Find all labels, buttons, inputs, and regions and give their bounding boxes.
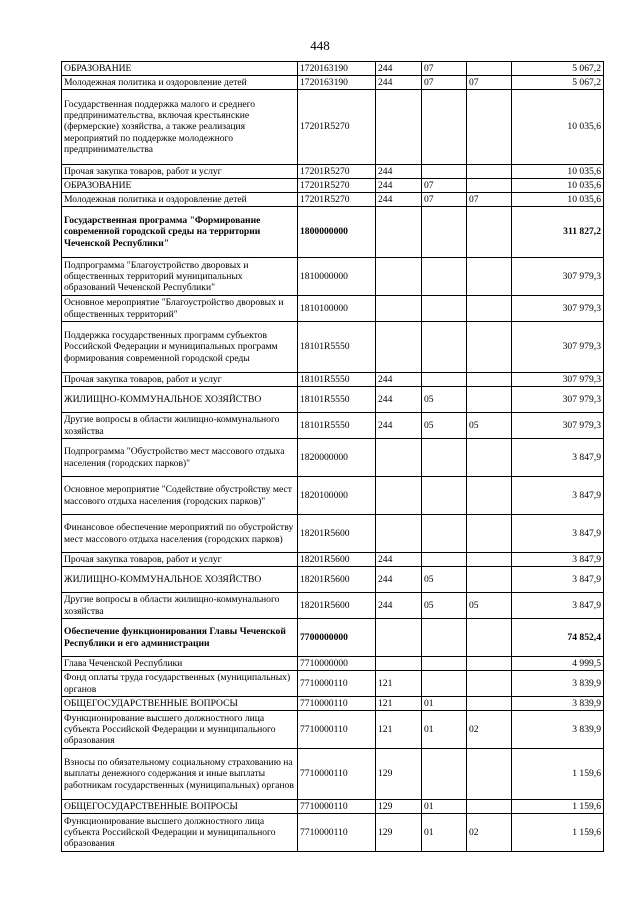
row-expense-type-cell: 244 — [376, 373, 422, 387]
row-sum-cell: 3 847,9 — [512, 593, 604, 619]
row-expense-type-cell: 121 — [376, 697, 422, 711]
row-section-cell — [422, 515, 467, 553]
row-subsection-cell — [467, 90, 512, 165]
row-section-cell: 01 — [422, 711, 467, 749]
row-section-cell — [422, 671, 467, 697]
row-expense-type-cell: 244 — [376, 593, 422, 619]
row-code-cell: 7700000000 — [298, 619, 376, 657]
row-section-cell — [422, 90, 467, 165]
row-expense-type-cell — [376, 515, 422, 553]
row-code-cell: 7710000110 — [298, 749, 376, 800]
row-subsection-cell — [467, 322, 512, 373]
row-section-cell — [422, 296, 467, 322]
row-code-cell: 18201R5600 — [298, 553, 376, 567]
row-subsection-cell — [467, 258, 512, 296]
row-code-cell: 7710000110 — [298, 697, 376, 711]
row-section-cell: 07 — [422, 62, 467, 76]
row-section-cell: 01 — [422, 697, 467, 711]
table-row — [62, 814, 604, 852]
row-subsection-cell — [467, 62, 512, 76]
row-code-cell: 7710000000 — [298, 657, 376, 671]
row-code-cell: 18101R5550 — [298, 373, 376, 387]
row-code-cell: 17201R5270 — [298, 165, 376, 179]
row-sum-cell: 10 035,6 — [512, 179, 604, 193]
row-subsection-cell — [467, 439, 512, 477]
row-section-cell — [422, 258, 467, 296]
row-section-cell — [422, 749, 467, 800]
row-name-cell: Молодежная политика и оздоровление детей — [62, 76, 298, 90]
row-sum-cell: 10 035,6 — [512, 90, 604, 165]
row-code-cell: 7710000110 — [298, 671, 376, 697]
row-expense-type-cell: 244 — [376, 553, 422, 567]
row-expense-type-cell: 244 — [376, 62, 422, 76]
row-subsection-cell: 07 — [467, 193, 512, 207]
row-sum-cell: 307 979,3 — [512, 387, 604, 413]
table-row — [62, 179, 604, 193]
table-row — [62, 193, 604, 207]
row-name-cell: Взносы по обязательному социальному страхованию на выплаты денежного содержания и иные выплаты работникам государственных (муниципальных) органов — [62, 749, 298, 800]
row-code-cell: 18201R5600 — [298, 567, 376, 593]
row-code-cell: 7710000110 — [298, 711, 376, 749]
row-section-cell: 07 — [422, 193, 467, 207]
table-row — [62, 296, 604, 322]
row-sum-cell: 3 839,9 — [512, 697, 604, 711]
row-name-cell: Государственная поддержка малого и среднего предпринимательства, включая крестьянские (фермерские) хозяйства, а также реализация мероприятий по поддержке молодежного предпринимательства — [62, 90, 298, 165]
row-expense-type-cell: 244 — [376, 165, 422, 179]
row-sum-cell: 307 979,3 — [512, 413, 604, 439]
row-sum-cell: 3 847,9 — [512, 553, 604, 567]
row-name-cell: Прочая закупка товаров, работ и услуг — [62, 165, 298, 179]
table-row — [62, 697, 604, 711]
row-name-cell: Финансовое обеспечение мероприятий по обустройству мест массового отдыха населения (городских парков) — [62, 515, 298, 553]
budget-table — [61, 61, 604, 852]
table-row — [62, 373, 604, 387]
row-subsection-cell — [467, 477, 512, 515]
row-subsection-cell: 07 — [467, 76, 512, 90]
row-sum-cell: 5 067,2 — [512, 62, 604, 76]
row-name-cell: Молодежная политика и оздоровление детей — [62, 193, 298, 207]
table-row — [62, 619, 604, 657]
row-code-cell: 7710000110 — [298, 814, 376, 852]
row-section-cell: 05 — [422, 567, 467, 593]
row-code-cell: 17201R5270 — [298, 179, 376, 193]
row-expense-type-cell: 244 — [376, 413, 422, 439]
row-subsection-cell: 02 — [467, 814, 512, 852]
table-row — [62, 76, 604, 90]
row-code-cell: 1720163190 — [298, 62, 376, 76]
row-code-cell: 7710000110 — [298, 800, 376, 814]
row-name-cell: ОБЩЕГОСУДАРСТВЕННЫЕ ВОПРОСЫ — [62, 697, 298, 711]
row-subsection-cell — [467, 296, 512, 322]
row-subsection-cell — [467, 165, 512, 179]
row-expense-type-cell: 121 — [376, 711, 422, 749]
table-row — [62, 322, 604, 373]
table-row — [62, 258, 604, 296]
table-row — [62, 800, 604, 814]
row-name-cell: Подпрограмма "Обустройство мест массового отдыха населения (городских парков)" — [62, 439, 298, 477]
row-code-cell: 1820100000 — [298, 477, 376, 515]
row-name-cell: ОБРАЗОВАНИЕ — [62, 179, 298, 193]
row-sum-cell: 1 159,6 — [512, 749, 604, 800]
row-sum-cell: 5 067,2 — [512, 76, 604, 90]
row-sum-cell: 3 839,9 — [512, 671, 604, 697]
row-name-cell: Фонд оплаты труда государственных (муниципальных) органов — [62, 671, 298, 697]
row-sum-cell: 307 979,3 — [512, 322, 604, 373]
table-row — [62, 413, 604, 439]
row-section-cell: 05 — [422, 413, 467, 439]
row-sum-cell: 10 035,6 — [512, 165, 604, 179]
row-expense-type-cell — [376, 258, 422, 296]
row-expense-type-cell: 244 — [376, 179, 422, 193]
row-expense-type-cell: 244 — [376, 193, 422, 207]
row-sum-cell: 3 839,9 — [512, 711, 604, 749]
table-row — [62, 62, 604, 76]
row-code-cell: 18101R5550 — [298, 413, 376, 439]
row-name-cell: Государственная программа "Формирование современной городской среды на территории Чеченской Республики" — [62, 207, 298, 258]
row-section-cell: 01 — [422, 814, 467, 852]
row-sum-cell: 307 979,3 — [512, 373, 604, 387]
row-sum-cell: 4 999,5 — [512, 657, 604, 671]
row-name-cell: Функционирование высшего должностного лица субъекта Российской Федерации и муниципального образования — [62, 711, 298, 749]
row-subsection-cell — [467, 553, 512, 567]
row-subsection-cell — [467, 619, 512, 657]
row-code-cell: 1810100000 — [298, 296, 376, 322]
row-section-cell — [422, 439, 467, 477]
table-row — [62, 477, 604, 515]
row-section-cell: 07 — [422, 76, 467, 90]
row-section-cell: 05 — [422, 593, 467, 619]
row-sum-cell: 307 979,3 — [512, 296, 604, 322]
row-code-cell: 1810000000 — [298, 258, 376, 296]
row-section-cell — [422, 619, 467, 657]
row-sum-cell: 74 852,4 — [512, 619, 604, 657]
row-section-cell: 01 — [422, 800, 467, 814]
row-subsection-cell — [467, 749, 512, 800]
row-section-cell: 05 — [422, 387, 467, 413]
table-row — [62, 439, 604, 477]
row-name-cell: Другие вопросы в области жилищно-коммунального хозяйства — [62, 593, 298, 619]
row-expense-type-cell: 244 — [376, 387, 422, 413]
row-name-cell: Подпрограмма "Благоустройство дворовых и общественных территорий муниципальных образований Чеченской Республики" — [62, 258, 298, 296]
row-expense-type-cell — [376, 207, 422, 258]
table-row — [62, 657, 604, 671]
row-name-cell: Функционирование высшего должностного лица субъекта Российской Федерации и муниципального образования — [62, 814, 298, 852]
row-subsection-cell — [467, 515, 512, 553]
row-section-cell — [422, 477, 467, 515]
table-row — [62, 593, 604, 619]
row-section-cell — [422, 207, 467, 258]
table-row — [62, 90, 604, 165]
row-name-cell: ОБРАЗОВАНИЕ — [62, 62, 298, 76]
table-row — [62, 515, 604, 553]
row-code-cell: 1720163190 — [298, 76, 376, 90]
row-expense-type-cell: 121 — [376, 671, 422, 697]
table-row — [62, 207, 604, 258]
row-sum-cell: 3 847,9 — [512, 567, 604, 593]
row-subsection-cell — [467, 671, 512, 697]
row-subsection-cell: 05 — [467, 593, 512, 619]
row-sum-cell: 10 035,6 — [512, 193, 604, 207]
row-expense-type-cell — [376, 90, 422, 165]
row-code-cell: 17201R5270 — [298, 90, 376, 165]
row-expense-type-cell: 129 — [376, 814, 422, 852]
row-sum-cell: 1 159,6 — [512, 814, 604, 852]
row-name-cell: Основное мероприятие "Содействие обустройству мест массового отдыха населения (городских парков)" — [62, 477, 298, 515]
row-name-cell: Прочая закупка товаров, работ и услуг — [62, 373, 298, 387]
row-expense-type-cell — [376, 619, 422, 657]
row-subsection-cell — [467, 800, 512, 814]
row-expense-type-cell: 129 — [376, 749, 422, 800]
row-expense-type-cell: 244 — [376, 76, 422, 90]
row-section-cell — [422, 657, 467, 671]
row-code-cell: 18201R5600 — [298, 593, 376, 619]
row-expense-type-cell — [376, 439, 422, 477]
row-subsection-cell — [467, 207, 512, 258]
row-code-cell: 18101R5550 — [298, 322, 376, 373]
table-row — [62, 711, 604, 749]
row-sum-cell: 311 827,2 — [512, 207, 604, 258]
row-sum-cell: 3 847,9 — [512, 477, 604, 515]
row-name-cell: Обеспечение функционирования Главы Чеченской Республики и его администрации — [62, 619, 298, 657]
row-section-cell — [422, 165, 467, 179]
row-sum-cell: 3 847,9 — [512, 515, 604, 553]
row-section-cell — [422, 322, 467, 373]
row-code-cell: 1820000000 — [298, 439, 376, 477]
table-row — [62, 387, 604, 413]
row-code-cell: 18101R5550 — [298, 387, 376, 413]
row-subsection-cell — [467, 387, 512, 413]
row-subsection-cell: 05 — [467, 413, 512, 439]
row-name-cell: Глава Чеченской Республики — [62, 657, 298, 671]
table-row — [62, 567, 604, 593]
row-sum-cell: 3 847,9 — [512, 439, 604, 477]
row-subsection-cell — [467, 657, 512, 671]
row-name-cell: ОБЩЕГОСУДАРСТВЕННЫЕ ВОПРОСЫ — [62, 800, 298, 814]
row-name-cell: ЖИЛИЩНО-КОММУНАЛЬНОЕ ХОЗЯЙСТВО — [62, 387, 298, 413]
row-subsection-cell: 02 — [467, 711, 512, 749]
row-section-cell — [422, 373, 467, 387]
budget-table-body — [62, 62, 604, 852]
row-code-cell: 1800000000 — [298, 207, 376, 258]
page-number: 448 — [310, 38, 330, 53]
row-subsection-cell — [467, 373, 512, 387]
table-row — [62, 165, 604, 179]
table-row — [62, 553, 604, 567]
row-subsection-cell — [467, 697, 512, 711]
row-name-cell: Поддержка государственных программ субъектов Российской Федерации и муниципальных программ формирования современной городской среды — [62, 322, 298, 373]
row-sum-cell: 1 159,6 — [512, 800, 604, 814]
row-section-cell: 07 — [422, 179, 467, 193]
table-row — [62, 671, 604, 697]
row-code-cell: 17201R5270 — [298, 193, 376, 207]
row-name-cell: Другие вопросы в области жилищно-коммунального хозяйства — [62, 413, 298, 439]
row-expense-type-cell — [376, 477, 422, 515]
row-code-cell: 18201R5600 — [298, 515, 376, 553]
row-expense-type-cell: 129 — [376, 800, 422, 814]
row-name-cell: Основное мероприятие "Благоустройство дворовых и общественных территорий" — [62, 296, 298, 322]
row-expense-type-cell: 244 — [376, 567, 422, 593]
row-sum-cell: 307 979,3 — [512, 258, 604, 296]
table-row — [62, 749, 604, 800]
row-expense-type-cell — [376, 322, 422, 373]
row-expense-type-cell — [376, 657, 422, 671]
row-subsection-cell — [467, 567, 512, 593]
row-section-cell — [422, 553, 467, 567]
row-expense-type-cell — [376, 296, 422, 322]
row-name-cell: ЖИЛИЩНО-КОММУНАЛЬНОЕ ХОЗЯЙСТВО — [62, 567, 298, 593]
row-name-cell: Прочая закупка товаров, работ и услуг — [62, 553, 298, 567]
row-subsection-cell — [467, 179, 512, 193]
